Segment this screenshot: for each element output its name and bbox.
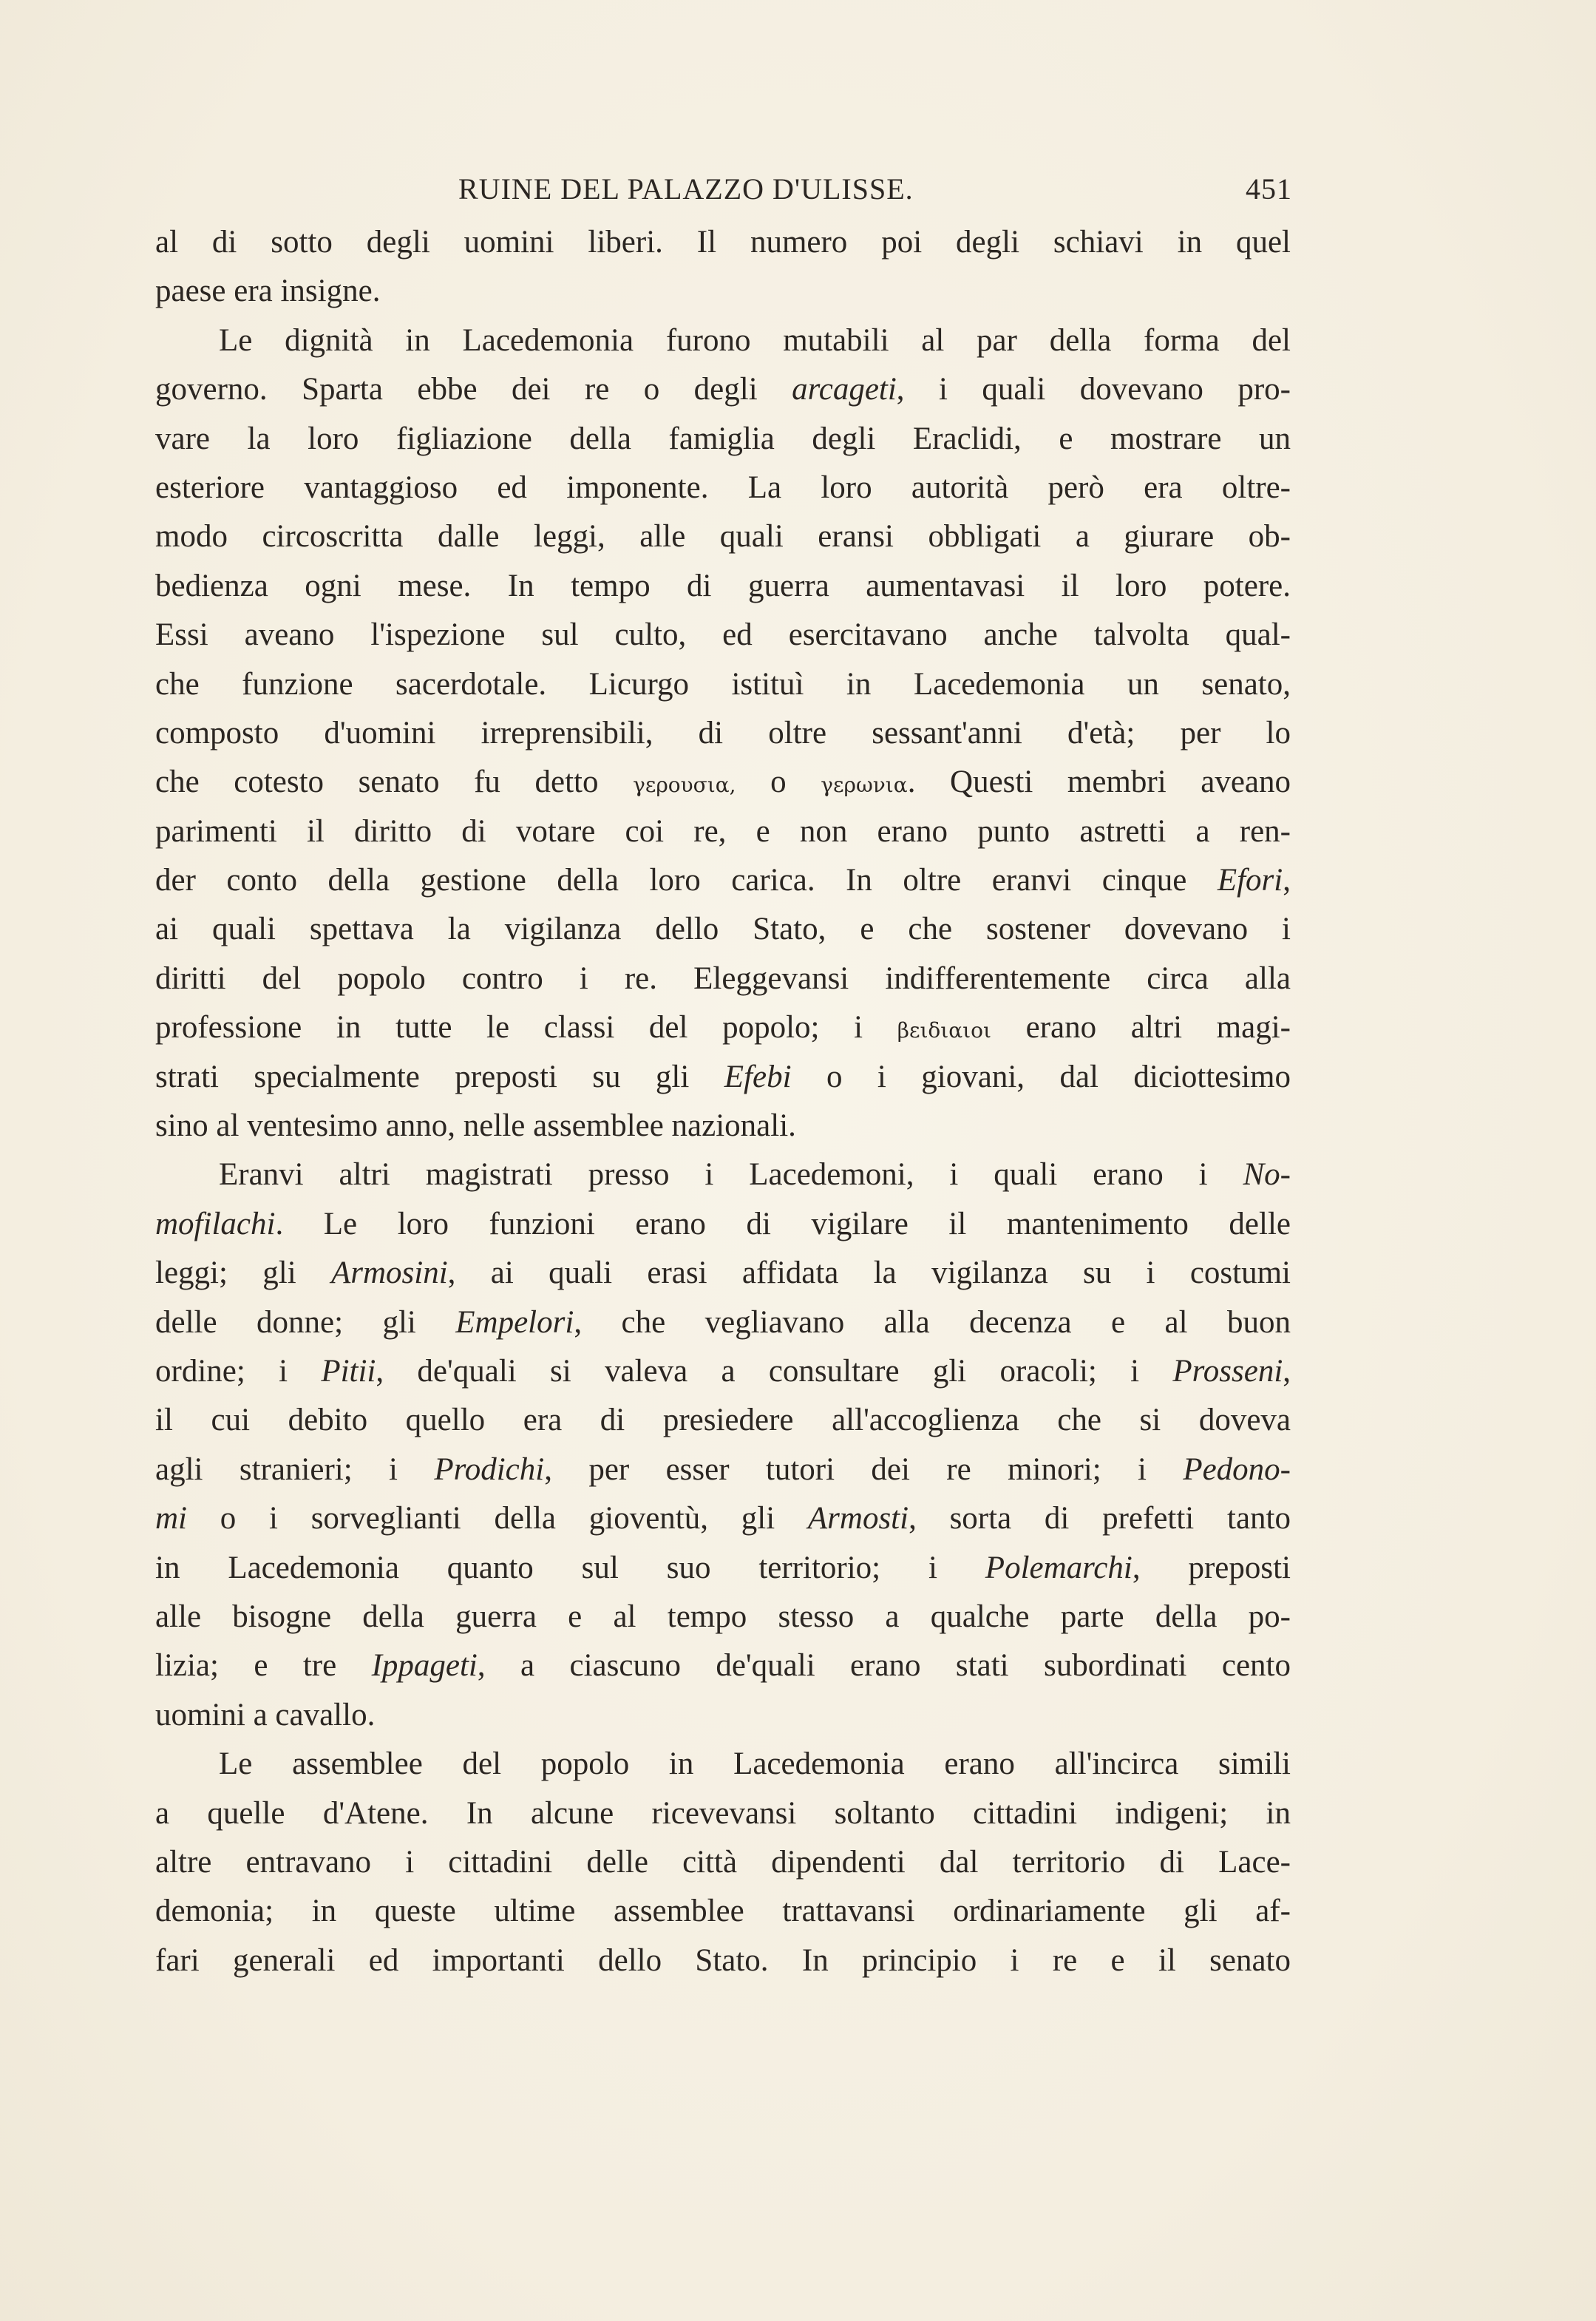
text-line (155, 1494, 1291, 1543)
text-line (155, 955, 1291, 1003)
text-run: agli stranieri; i (155, 1451, 435, 1487)
text-line (155, 1200, 1291, 1249)
text-line (155, 1053, 1291, 1102)
text-line (155, 1151, 1291, 1199)
text-run: o i sorveglianti della gioventù, gli (187, 1501, 808, 1536)
text-run: , sorta di prefetti tanto (909, 1501, 1291, 1536)
page-number: 451 (1246, 172, 1292, 206)
text-line (155, 1641, 1291, 1690)
text-run: ai quali spettava la vigilanza dello Stato, e che sostener dovevano i (155, 912, 1291, 947)
text-run: professione in tutte le classi del popolo; i (155, 1010, 897, 1046)
text-run: altre entravano i cittadini delle città dipendenti dal territorio di Lace- (155, 1844, 1291, 1880)
text-run: , che vegliavano alla decenza e al buon (574, 1304, 1291, 1340)
text-run: alle bisogne della guerra e al tempo stesso a qualche parte della po- (155, 1599, 1291, 1634)
text-run: , (1283, 1353, 1291, 1389)
text-line (155, 1102, 1291, 1151)
text-line (155, 464, 1291, 512)
body-text (155, 218, 1291, 1985)
text-run: che cotesto senato fu detto (155, 765, 634, 800)
text-run: sino al ventesimo anno, nelle assemblee nazionali. (155, 1108, 796, 1144)
text-line (155, 562, 1291, 611)
text-line (155, 1298, 1291, 1347)
text-run: il cui debito quello era di presiedere all'accoglienza che si doveva (155, 1403, 1291, 1438)
text-run: , (1283, 863, 1291, 898)
text-run: , preposti (1132, 1550, 1291, 1585)
text-run: bedienza ogni mese. In tempo di guerra aumentavasi il loro potere. (155, 568, 1291, 603)
text-line (155, 709, 1291, 758)
italic-term: Armosini (330, 1256, 448, 1291)
text-line (155, 1446, 1291, 1494)
text-run: o i giovani, dal diciottesimo (791, 1059, 1291, 1094)
running-title: RUINE DEL PALAZZO D'ULISSE. (458, 172, 914, 206)
italic-term: Efebi (724, 1059, 792, 1094)
text-run: . Questi membri aveano (907, 765, 1291, 800)
text-run: esteriore vantaggioso ed imponente. La loro autorità però era oltre- (155, 470, 1291, 505)
page-header (148, 172, 1292, 216)
italic-term: Prosseni (1172, 1353, 1283, 1389)
text-run: che funzione sacerdotale. Licurgo istituì in Lacedemonia un senato, (155, 666, 1291, 702)
italic-term: Efori (1217, 863, 1283, 898)
text-line (155, 218, 1291, 267)
italic-term: Pitii (321, 1353, 376, 1389)
text-run: a quelle d'Atene. In alcune ricevevansi soltanto cittadini indigeni; in (155, 1795, 1291, 1831)
text-run: governo. Sparta ebbe dei re o degli (155, 372, 792, 407)
text-line (155, 1544, 1291, 1593)
italic-term: Prodichi (434, 1451, 545, 1487)
text-run: in Lacedemonia quanto sul suo territorio; i (155, 1550, 985, 1585)
text-run: , i quali dovevano pro- (896, 372, 1291, 407)
text-run: vare la loro figliazione della famiglia degli Eraclidi, e mostrare un (155, 421, 1291, 456)
italic-term: No- (1243, 1157, 1291, 1193)
greek-word: γερουσια, (633, 773, 736, 798)
text-run: , ai quali erasi affidata la vigilanza su i costumi (447, 1256, 1291, 1291)
text-line (155, 1249, 1291, 1298)
text-run: lizia; e tre (155, 1648, 372, 1684)
text-run: parimenti il diritto di votare coi re, e non erano punto astretti a ren- (155, 813, 1291, 849)
text-run: uomini a cavallo. (155, 1697, 376, 1732)
text-run: Essi aveano l'ispezione sul culto, ed esercitavano anche talvolta qual- (155, 617, 1291, 653)
text-run: leggi; gli (155, 1256, 331, 1291)
text-run: , a ciascuno de'quali erano stati subordinati cento (477, 1648, 1291, 1684)
greek-word: γερωνια (821, 773, 908, 798)
italic-term: Empelori (455, 1304, 574, 1340)
text-line (155, 365, 1291, 414)
text-run: paese era insigne. (155, 274, 381, 309)
italic-term: Polemarchi (985, 1550, 1133, 1585)
text-line (155, 1396, 1291, 1445)
text-line (155, 512, 1291, 561)
text-run: composto d'uomini irreprensibili, di oltre sessant'anni d'età; per lo (155, 715, 1291, 750)
italic-term: Armosti (807, 1501, 909, 1536)
text-run: delle donne; gli (155, 1304, 456, 1340)
text-run: Eranvi altri magistrati presso i Lacedemoni, i quali erano i (219, 1157, 1243, 1193)
text-line (155, 611, 1291, 660)
text-line (155, 316, 1291, 365)
text-line (155, 1789, 1291, 1838)
text-line (155, 1593, 1291, 1641)
text-line (155, 1691, 1291, 1740)
text-run: o (736, 765, 821, 800)
text-run: erano altri magi- (991, 1010, 1291, 1046)
text-run: Le assemblee del popolo in Lacedemonia erano all'incirca simili (219, 1746, 1291, 1782)
italic-term: arcageti (792, 372, 897, 407)
text-run: der conto della gestione della loro carica. In oltre eranvi cinque (155, 863, 1218, 898)
text-run: al di sotto degli uomini liberi. Il numero poi degli schiavi in quel (155, 225, 1291, 260)
text-run: Le dignità in Lacedemonia furono mutabili al par della forma del (219, 322, 1291, 358)
text-line (155, 267, 1291, 316)
text-line (155, 758, 1291, 807)
text-run: fari generali ed importanti dello Stato. In principio i re e il senato (155, 1942, 1291, 1978)
text-line (155, 660, 1291, 709)
italic-term: mofilachi (155, 1206, 276, 1241)
text-run: ordine; i (155, 1353, 322, 1389)
text-line (155, 807, 1291, 856)
text-line (155, 1838, 1291, 1887)
text-run: . Le loro funzioni erano di vigilare il mantenimento delle (275, 1206, 1291, 1241)
text-line (155, 1003, 1291, 1052)
italic-term: Pedono- (1183, 1451, 1291, 1487)
italic-term: mi (155, 1501, 187, 1536)
greek-word: βειδιαιοι (897, 1018, 991, 1043)
text-run: , per esser tutori dei re minori; i (544, 1451, 1184, 1487)
text-line (155, 1937, 1291, 1985)
text-run: strati specialmente preposti su gli (155, 1059, 724, 1094)
text-line (155, 856, 1291, 905)
text-run: , de'quali si valeva a consultare gli oracoli; i (376, 1353, 1173, 1389)
text-line (155, 1887, 1291, 1936)
text-run: demonia; in queste ultime assemblee trattavansi ordinariamente gli af- (155, 1894, 1291, 1929)
text-line (155, 905, 1291, 954)
text-run: diritti del popolo contro i re. Eleggevansi indifferentemente circa alla (155, 960, 1291, 996)
text-line (155, 415, 1291, 464)
italic-term: Ippageti (371, 1648, 478, 1684)
text-line (155, 1347, 1291, 1396)
text-line (155, 1740, 1291, 1789)
text-run: modo circoscritta dalle leggi, alle quali eransi obbligati a giurare ob- (155, 519, 1291, 555)
